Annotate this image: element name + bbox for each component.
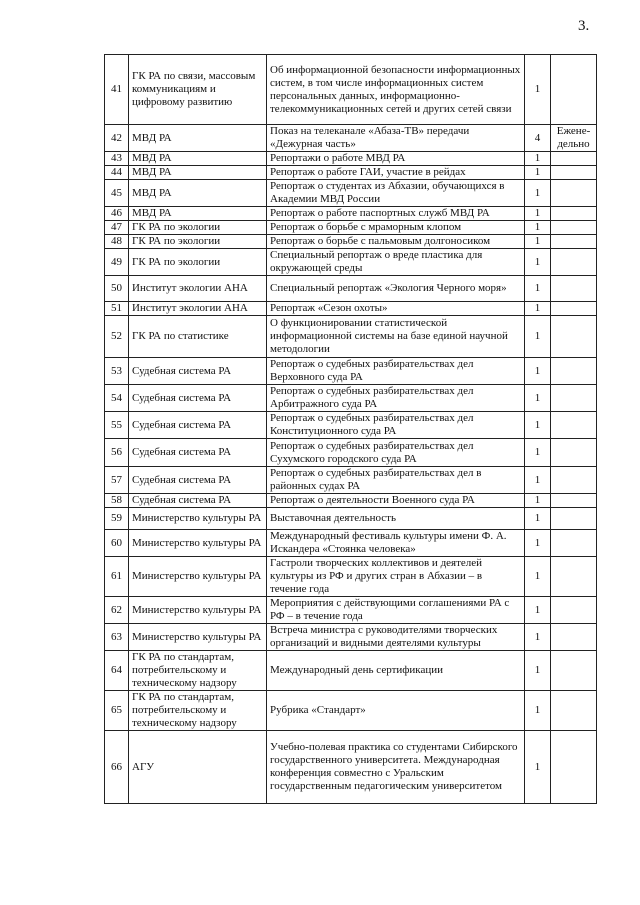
organization-cell: МВД РА — [129, 125, 267, 152]
count-cell: 1 — [525, 467, 551, 494]
topic-cell: Репортаж о судебных разбирательствах дел Арбитражного суда РА — [267, 385, 525, 412]
period-cell — [551, 152, 597, 166]
topic-cell: О функционировании статистической информационной системы на базе единой научной методологии — [267, 316, 525, 358]
period-cell — [551, 439, 597, 467]
organization-cell: ГК РА по экологии — [129, 249, 267, 276]
period-cell — [551, 358, 597, 385]
page-number: 3. — [578, 18, 590, 34]
count-cell: 1 — [525, 152, 551, 166]
period-cell — [551, 166, 597, 180]
topic-cell: Учебно-полевая практика со студентами Сибирского государственного университета. Международная конференция совместно с Уральским государственным педагогическим университетом — [267, 731, 525, 804]
table-row — [105, 316, 597, 358]
row-number: 66 — [105, 731, 129, 804]
count-cell: 1 — [525, 276, 551, 302]
organization-cell: Судебная система РА — [129, 358, 267, 385]
period-cell — [551, 412, 597, 439]
topic-cell: Репортаж о деятельности Военного суда РА — [267, 494, 525, 508]
row-number: 51 — [105, 302, 129, 316]
count-cell: 1 — [525, 221, 551, 235]
period-cell — [551, 385, 597, 412]
count-cell: 1 — [525, 691, 551, 731]
table-row — [105, 439, 597, 467]
table-row — [105, 302, 597, 316]
organization-cell: ГК РА по стандартам, потребительскому и техническому надзору — [129, 651, 267, 691]
count-cell: 1 — [525, 624, 551, 651]
table-row — [105, 152, 597, 166]
row-number: 61 — [105, 557, 129, 597]
topic-cell: Специальный репортаж о вреде пластика для окружающей среды — [267, 249, 525, 276]
row-number: 48 — [105, 235, 129, 249]
topic-cell: Репортаж о борьбе с пальмовым долгоносиком — [267, 235, 525, 249]
table-row — [105, 180, 597, 207]
topic-cell: Репортаж о борьбе с мраморным клопом — [267, 221, 525, 235]
organization-cell: Судебная система РА — [129, 494, 267, 508]
topic-cell: Репортаж о судебных разбирательствах дел Верховного суда РА — [267, 358, 525, 385]
topic-cell: Специальный репортаж «Экология Черного моря» — [267, 276, 525, 302]
period-cell — [551, 651, 597, 691]
table-row — [105, 276, 597, 302]
period-cell — [551, 530, 597, 557]
table-row — [105, 624, 597, 651]
row-number: 53 — [105, 358, 129, 385]
topic-cell: Об информационной безопасности информационных систем, в том числе информационных систем персональных данных, информационно-телекоммуникационных сетей и других сетей связи — [267, 55, 525, 125]
row-number: 64 — [105, 651, 129, 691]
period-cell — [551, 249, 597, 276]
period-cell — [551, 597, 597, 624]
topic-cell: Репортаж о судебных разбирательствах дел в районных судах РА — [267, 467, 525, 494]
organization-cell: Министерство культуры РА — [129, 624, 267, 651]
topic-cell: Гастроли творческих коллективов и деятелей культуры из РФ и других стран в Абхазии – в течение года — [267, 557, 525, 597]
count-cell: 1 — [525, 530, 551, 557]
period-cell — [551, 180, 597, 207]
table-row — [105, 358, 597, 385]
period-cell — [551, 494, 597, 508]
organization-cell: МВД РА — [129, 207, 267, 221]
count-cell: 1 — [525, 55, 551, 125]
topic-cell: Международный фестиваль культуры имени Ф. А. Искандера «Стоянка человека» — [267, 530, 525, 557]
table-row — [105, 385, 597, 412]
organization-cell: ГК РА по экологии — [129, 221, 267, 235]
row-number: 62 — [105, 597, 129, 624]
organization-cell: Министерство культуры РА — [129, 508, 267, 530]
count-cell: 1 — [525, 385, 551, 412]
period-cell — [551, 691, 597, 731]
organization-cell: Институт экологии АНА — [129, 276, 267, 302]
period-cell — [551, 276, 597, 302]
row-number: 54 — [105, 385, 129, 412]
row-number: 44 — [105, 166, 129, 180]
count-cell: 1 — [525, 358, 551, 385]
count-cell: 1 — [525, 249, 551, 276]
row-number: 60 — [105, 530, 129, 557]
table-row — [105, 235, 597, 249]
topic-cell: Репортаж о студентах из Абхазии, обучающихся в Академии МВД России — [267, 180, 525, 207]
count-cell: 1 — [525, 302, 551, 316]
organization-cell: Судебная система РА — [129, 467, 267, 494]
period-cell — [551, 731, 597, 804]
topic-cell: Репортаж о судебных разбирательствах дел Конституционного суда РА — [267, 412, 525, 439]
organization-cell: Институт экологии АНА — [129, 302, 267, 316]
topic-cell: Выставочная деятельность — [267, 508, 525, 530]
table-row — [105, 691, 597, 731]
row-number: 43 — [105, 152, 129, 166]
period-cell: Ежене-дельно — [551, 125, 597, 152]
topic-cell: Репортаж «Сезон охоты» — [267, 302, 525, 316]
period-cell — [551, 508, 597, 530]
schedule-rows — [105, 55, 597, 804]
row-number: 58 — [105, 494, 129, 508]
row-number: 65 — [105, 691, 129, 731]
period-cell — [551, 221, 597, 235]
row-number: 55 — [105, 412, 129, 439]
organization-cell: Судебная система РА — [129, 385, 267, 412]
table-row — [105, 597, 597, 624]
topic-cell: Показ на телеканале «Абаза-ТВ» передачи «Дежурная часть» — [267, 125, 525, 152]
count-cell: 1 — [525, 180, 551, 207]
count-cell: 4 — [525, 125, 551, 152]
table-row — [105, 125, 597, 152]
row-number: 59 — [105, 508, 129, 530]
count-cell: 1 — [525, 651, 551, 691]
topic-cell: Репортаж о судебных разбирательствах дел Сухумского городского суда РА — [267, 439, 525, 467]
table-row — [105, 494, 597, 508]
count-cell: 1 — [525, 557, 551, 597]
row-number: 57 — [105, 467, 129, 494]
topic-cell: Мероприятия с действующими соглашениями РА с РФ – в течение года — [267, 597, 525, 624]
table-row — [105, 207, 597, 221]
topic-cell: Репортажи о работе МВД РА — [267, 152, 525, 166]
organization-cell: МВД РА — [129, 180, 267, 207]
period-cell — [551, 557, 597, 597]
row-number: 42 — [105, 125, 129, 152]
organization-cell: АГУ — [129, 731, 267, 804]
topic-cell: Репортаж о работе ГАИ, участие в рейдах — [267, 166, 525, 180]
count-cell: 1 — [525, 731, 551, 804]
count-cell: 1 — [525, 207, 551, 221]
organization-cell: Министерство культуры РА — [129, 597, 267, 624]
organization-cell: Судебная система РА — [129, 439, 267, 467]
organization-cell: ГК РА по статистике — [129, 316, 267, 358]
count-cell: 1 — [525, 412, 551, 439]
table-row — [105, 508, 597, 530]
row-number: 46 — [105, 207, 129, 221]
table-row — [105, 221, 597, 235]
schedule-table — [104, 54, 597, 804]
period-cell — [551, 467, 597, 494]
count-cell: 1 — [525, 508, 551, 530]
organization-cell: Министерство культуры РА — [129, 530, 267, 557]
count-cell: 1 — [525, 494, 551, 508]
organization-cell: ГК РА по экологии — [129, 235, 267, 249]
topic-cell: Репортаж о работе паспортных служб МВД РА — [267, 207, 525, 221]
table-row — [105, 651, 597, 691]
organization-cell: Министерство культуры РА — [129, 557, 267, 597]
table-row — [105, 249, 597, 276]
table-row — [105, 530, 597, 557]
period-cell — [551, 624, 597, 651]
table-row — [105, 557, 597, 597]
table-row — [105, 412, 597, 439]
period-cell — [551, 302, 597, 316]
period-cell — [551, 235, 597, 249]
organization-cell: ГК РА по связи, массовым коммуникациям и цифровому развитию — [129, 55, 267, 125]
period-cell — [551, 207, 597, 221]
table-row — [105, 166, 597, 180]
count-cell: 1 — [525, 316, 551, 358]
count-cell: 1 — [525, 597, 551, 624]
row-number: 63 — [105, 624, 129, 651]
organization-cell: МВД РА — [129, 152, 267, 166]
row-number: 56 — [105, 439, 129, 467]
row-number: 45 — [105, 180, 129, 207]
count-cell: 1 — [525, 439, 551, 467]
row-number: 50 — [105, 276, 129, 302]
table-row — [105, 731, 597, 804]
row-number: 52 — [105, 316, 129, 358]
table-row — [105, 55, 597, 125]
count-cell: 1 — [525, 235, 551, 249]
topic-cell: Международный день сертификации — [267, 651, 525, 691]
period-cell — [551, 316, 597, 358]
organization-cell: ГК РА по стандартам, потребительскому и техническому надзору — [129, 691, 267, 731]
topic-cell: Рубрика «Стандарт» — [267, 691, 525, 731]
organization-cell: Судебная система РА — [129, 412, 267, 439]
row-number: 47 — [105, 221, 129, 235]
period-cell — [551, 55, 597, 125]
row-number: 49 — [105, 249, 129, 276]
topic-cell: Встреча министра с руководителями творческих организаций и видными деятелями культуры — [267, 624, 525, 651]
table-row — [105, 467, 597, 494]
row-number: 41 — [105, 55, 129, 125]
organization-cell: МВД РА — [129, 166, 267, 180]
count-cell: 1 — [525, 166, 551, 180]
